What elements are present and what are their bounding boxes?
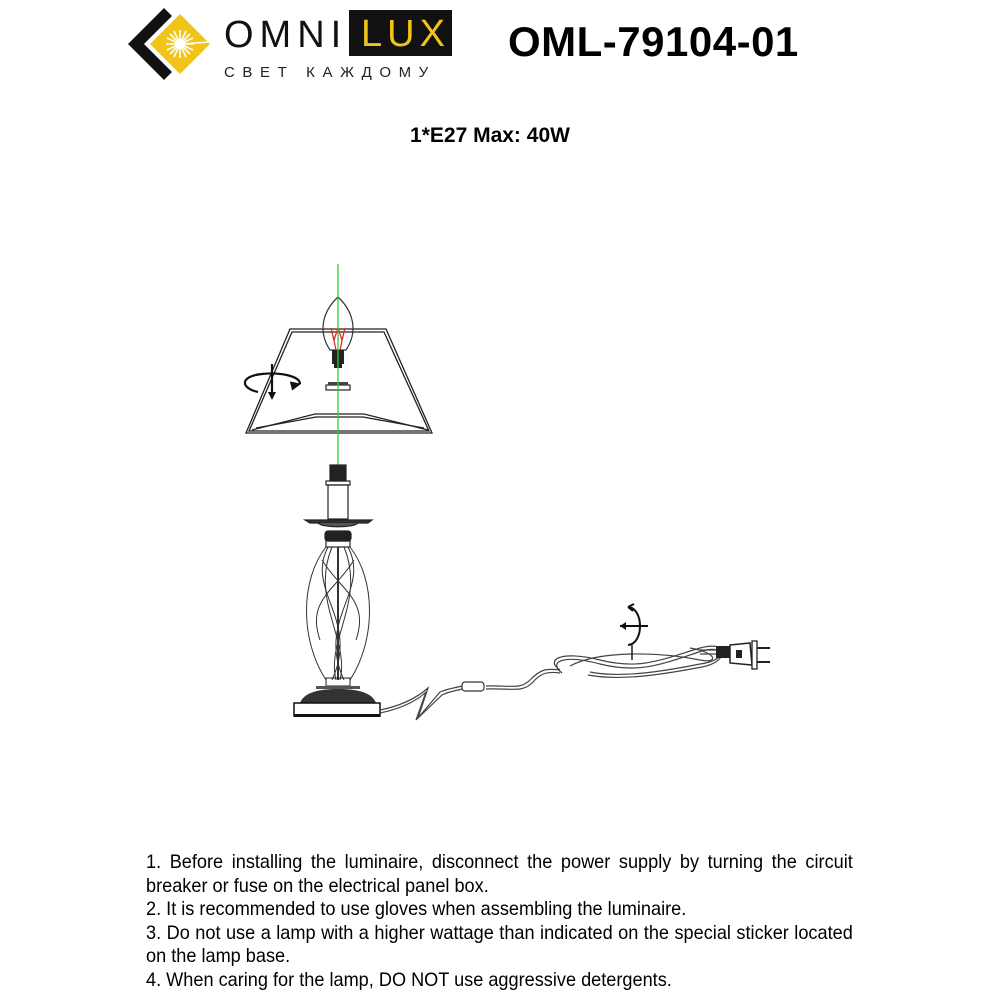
- model-number: OML-79104-01: [508, 18, 799, 65]
- note-item: 1. Before installing the luminaire, disconnect the power supply by turning the circuit breaker or fuse on the electrical panel box.: [146, 851, 853, 897]
- lamp-shade: [246, 329, 432, 433]
- lamp-spec-text: 1*E27 Max: 40W: [410, 124, 570, 147]
- power-cord: [380, 646, 723, 720]
- brand-name-lux: LUX: [361, 13, 450, 55]
- brand-name-omni: OMNI: [224, 14, 348, 56]
- brand-tagline: СВЕТ КАЖДОМУ: [224, 64, 436, 81]
- rotate-horizontal-icon: [245, 364, 300, 400]
- rotate-vertical-icon: [620, 604, 648, 660]
- plug: [716, 641, 770, 669]
- safety-notes: [146, 851, 853, 992]
- lamp-base: [294, 678, 380, 717]
- note-item: 3. Do not use a lamp with a higher wattage than indicated on the special sticker located on the lamp base.: [146, 921, 853, 967]
- twisted-body: [307, 547, 370, 680]
- note-item: 2. It is recommended to use gloves when assembling the luminaire.: [146, 898, 687, 920]
- inline-switch: [462, 682, 484, 691]
- lamp-stem: [305, 465, 372, 547]
- note-item: 4. When caring for the lamp, DO NOT use aggressive detergents.: [146, 968, 672, 991]
